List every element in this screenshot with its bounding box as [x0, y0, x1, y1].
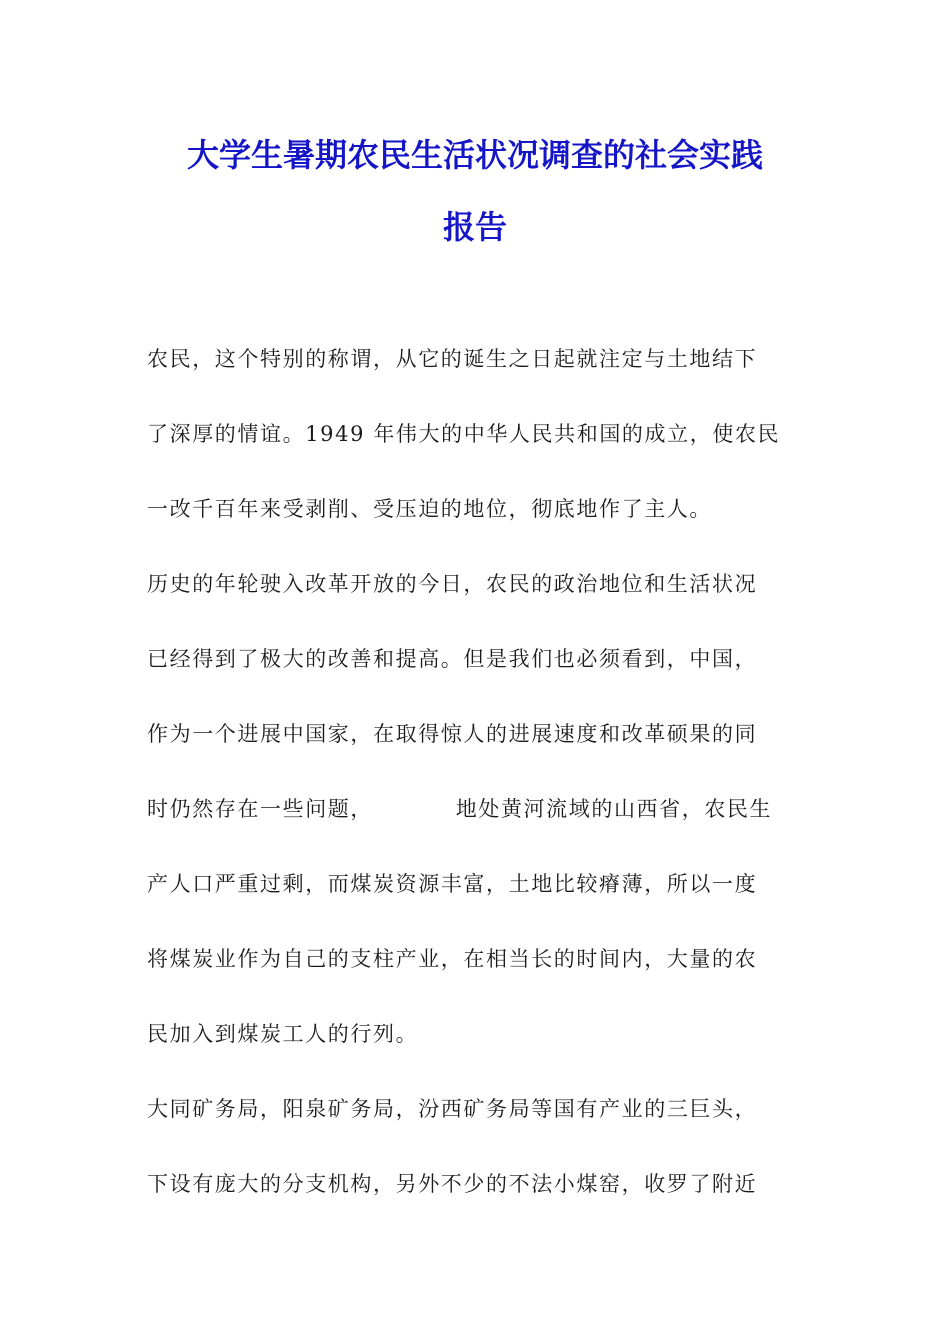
body-text-line: 历史的年轮驶入改革开放的今日，农民的政治地位和生活状况 [147, 572, 758, 596]
body-text-line: 大同矿务局，阳泉矿务局，汾西矿务局等国有产业的三巨头， [147, 1097, 758, 1121]
body-text-line: 农民，这个特别的称谓，从它的诞生之日起就注定与土地结下 [147, 347, 758, 371]
body-text-line: 将煤炭业作为自己的支柱产业，在相当长的时间内，大量的农 [147, 947, 758, 971]
body-text-line: 民加入到煤炭工人的行列。 [147, 1022, 419, 1046]
body-text-line: 作为一个进展中国家，在取得惊人的进展速度和改革硕果的同 [147, 722, 758, 746]
body-text-line: 一改千百年来受剥削、受压迫的地位，彻底地作了主人。 [147, 497, 712, 521]
document-title-line-2: 报告 [442, 208, 507, 246]
body-text-line: 产人口严重过剩，而煤炭资源丰富，土地比较瘠薄，所以一度 [147, 872, 758, 896]
body-text-line: 时仍然存在一些问题， 地处黄河流域的山西省，农民生 [147, 797, 773, 821]
body-text-line: 了深厚的情谊。1949 年伟大的中华人民共和国的成立，使农民 [147, 422, 781, 446]
document-title-line-1: 大学生暑期农民生活状况调查的社会实践 [186, 136, 763, 174]
body-text-line: 已经得到了极大的改善和提高。但是我们也必须看到，中国， [147, 647, 758, 671]
body-text-line: 下设有庞大的分支机构，另外不少的不法小煤窑，收罗了附近 [147, 1172, 758, 1196]
